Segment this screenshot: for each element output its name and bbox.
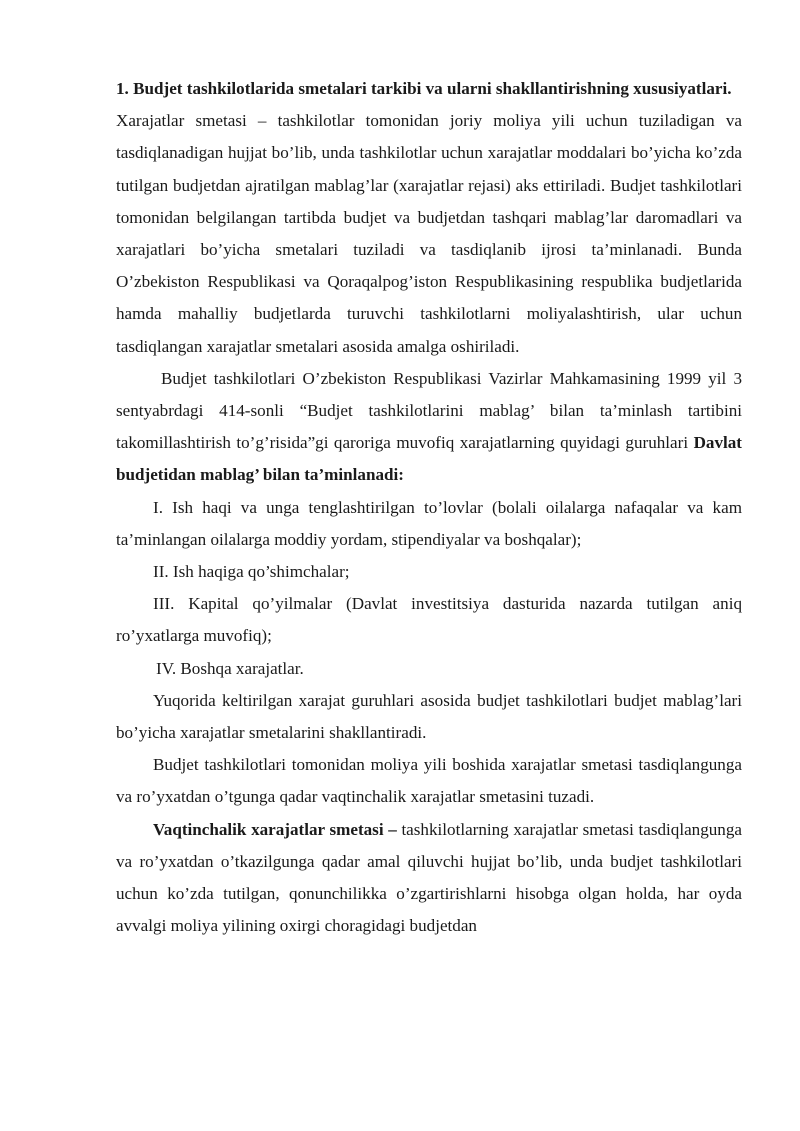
list-item-4: IV. Boshqa xarajatlar.: [156, 658, 304, 678]
paragraph-resolution-bold: Davlat budjetidan mablag’ bilan ta’minlanadi:: [116, 433, 742, 485]
paragraph-resolution-text: Budjet tashkilotlari O’zbekiston Respublikasi Vazirlar Mahkamasining 1999 yil 3 sentyabrdagi 414-sonli “Budjet tashkilotlarini mablag’ bilan ta’minlash tartibini takomillashtirish to’g’risida”gi qaroriga muvofiq xarajatlarning quyidagi guruhlari: [116, 368, 742, 453]
section-heading: [116, 73, 742, 105]
section-title: Budjet tashkilotlarida smetalari tarkibi va ularni shakllantirishning xususiyatlari.: [133, 79, 732, 98]
temporary-estimate-text: tashkilotlarning xarajatlar smetasi tasdiqlangunga va ro’yxatdan o’tkazilgunga qadar amal qiluvchi hujjat bo’lib, unda budjet tashkilotlari uchun ko’zda tutilgan, qonunchilikka o’zgartirishlarni hisobga olgan holda, har oyda avvalgi moliya yilining oxirgi choragidagi budjetdan: [116, 819, 742, 936]
paragraph-temporary-definition: [116, 814, 742, 943]
document-page: [116, 73, 742, 942]
list-item-3: III. Kapital qo’yilmalar (Davlat investitsiya dasturida nazarda tutilgan aniq ro’yxatlarga muvofiq);: [116, 594, 742, 646]
paragraph-temporary: Budjet tashkilotlari tomonidan moliya yili boshida xarajatlar smetasi tasdiqlangunga va ro’yxatdan o’tgunga qadar vaqtinchalik xarajatlar smetasini tuzadi.: [116, 755, 742, 807]
paragraph-resolution: [116, 363, 742, 492]
list-item-2: II. Ish haqiga qo’shimchalar;: [153, 562, 350, 582]
paragraph-definition: Xarajatlar smetasi – tashkilotlar tomonidan joriy moliya yili uchun tuziladigan va tasdiqlanadigan hujjat bo’lib, unda tashkilotlar uchun xarajatlar moddalari bo’yicha ko’zda tutilgan budjetdan ajratilgan mablag’lar (xarajatlar rejasi) aks ettiriladi. Budjet tashkilotlari tomonidan belgilangan tartibda budjet va budjetdan tashqari mablag’lar daromadlari va xarajatlari bo’yicha smetalari tuziladi va tasdiqlanib ijrosi ta’minlanadi. Bunda O’zbekiston Respublikasi va Qoraqalpog’iston Respublikasining respublika budjetlarida hamda mahalliy budjetlarda turuvchi tashkilotlarni moliyalashtirish, ular uchun tasdiqlangan xarajatlar smetalari asosida amalga oshiriladi.: [116, 111, 742, 356]
list-item-1: I. Ish haqi va unga tenglashtirilgan to’lovlar (bolali oilalarga nafaqalar va kam ta’minlangan oilalarga moddiy yordam, stipendiyalar va boshqalar);: [116, 497, 742, 549]
temporary-estimate-term: Vaqtinchalik xarajatlar smetasi –: [153, 819, 397, 839]
paragraph-groups: Yuqorida keltirilgan xarajat guruhlari asosida budjet tashkilotlari budjet mablag’lari bo’yicha xarajatlar smetalarini shakllantiradi.: [116, 690, 742, 743]
section-number: 1.: [116, 79, 129, 98]
